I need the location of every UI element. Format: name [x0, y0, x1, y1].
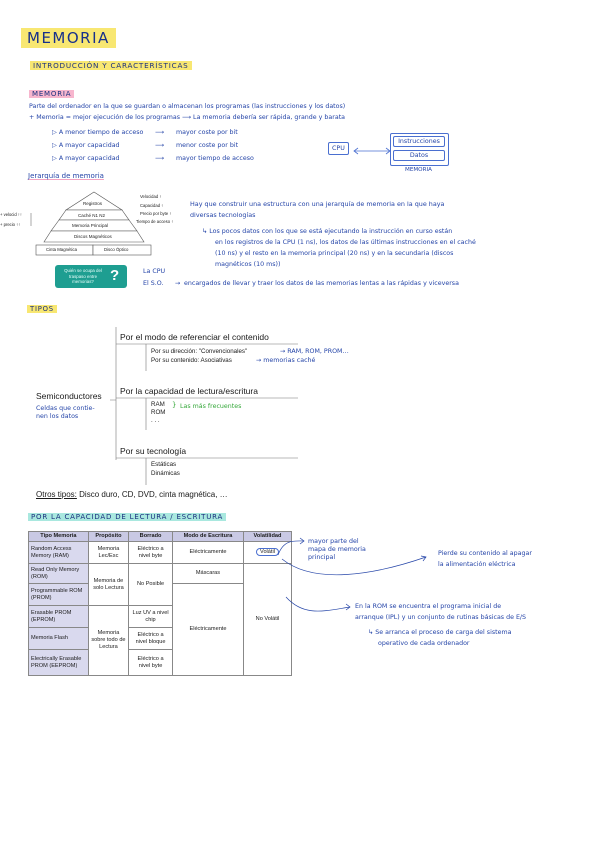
group2-item-ram: RAM	[151, 401, 165, 408]
jerarquia-subnote-2: en los registros de la CPU (1 ns), los datos de las últimas instrucciones en el caché	[215, 239, 476, 246]
header-modo: Modo de Escritura	[172, 532, 243, 542]
pyramid-left-label-velocidad: + velocid ↑↑	[0, 212, 22, 217]
tradeoff-1-arrow: ⟶	[155, 129, 165, 136]
ram-note-1: mayor parte del	[308, 538, 359, 545]
cpu-box: CPU	[328, 142, 349, 155]
group3-item-estaticas: Estáticas	[151, 461, 177, 468]
tradeoff-2-left: ▷ A mayor capacidad	[52, 142, 120, 149]
pyramid-right-label-velocidad: Velocidad ↑	[140, 194, 162, 199]
question-box	[55, 265, 127, 288]
jerarquia-note-2: diversas tecnologías	[190, 211, 256, 219]
modo-electricamente: Eléctricamente	[172, 584, 243, 676]
jerarquia-note-1: Hay que construir una estructura con una jerarquía de memoria en la que haya	[190, 200, 445, 208]
jerarquia-subnote-4: magnéticos (10 ms))	[215, 261, 281, 268]
header-proposito: Propósito	[88, 532, 128, 542]
group1-note-asociativas: → memorias caché	[256, 357, 316, 364]
group2-item-more: . . .	[151, 417, 160, 424]
section-intro-heading: INTRODUCCIÓN Y CARACTERÍSTICAS	[30, 61, 192, 70]
tipos-root-note-2: nen los datos	[36, 413, 79, 420]
group1-title: Por el modo de referenciar el contenido	[120, 332, 269, 342]
tipos-heading: TIPOS	[27, 305, 57, 313]
volatil-value: Volátil	[256, 548, 279, 556]
instrucciones-box: Instrucciones	[393, 136, 445, 147]
modo-mascaras: Máscaras	[172, 564, 243, 584]
group1-item-contenido: Por su contenido: Asociativas	[151, 357, 232, 364]
header-volatilidad: Volatilidad	[243, 532, 291, 542]
proposito-sobre-todo-lectura: Memoria sobre todo de Lectura	[88, 606, 128, 676]
pyramid-level-registros: Registros	[83, 201, 103, 206]
modo-ram: Eléctricamente	[172, 542, 243, 564]
tabla-heading: POR LA CAPACIDAD DE LECTURA / ESCRITURA	[28, 513, 226, 521]
pyramid-level-disco-optico: Disco Óptico	[104, 247, 129, 252]
volatilidad-no-volatil: No Volátil	[243, 564, 291, 676]
cpu-memory-arrow	[352, 140, 392, 162]
tradeoff-3-right: mayor tiempo de acceso	[176, 155, 254, 162]
tipo-eeprom: Electrically Erasable PROM (EEPROM)	[29, 650, 89, 676]
group2-note: Las más frecuentes	[180, 403, 242, 410]
header-tipo: Tipo Memoria	[29, 532, 89, 542]
pyramid-level-discos: Discos Magnéticos	[74, 234, 112, 239]
pyramid-level-memoria-principal: Memoria Principal	[72, 223, 109, 228]
so-arrow: →	[175, 280, 181, 287]
pyramid-level-cache: Caché N1 N2	[78, 213, 106, 218]
proposito-solo-lectura: Memoria de solo Lectura	[88, 564, 128, 606]
pyramid-right-label-capacidad: Capacidad ↑	[140, 203, 164, 208]
borrado-bloque: Eléctrico a nivel bloque	[129, 628, 173, 650]
table-header-row	[29, 532, 292, 542]
intro-line-1: Parte del ordenador en la que se guardan o almacenan los programas (las instrucciones y los datos)	[29, 103, 346, 110]
pyramid-right-label-precio: Precio por byte ↑	[140, 211, 172, 216]
proposito-lec-esc: Memoria Lec/Esc	[88, 542, 128, 564]
jerarquia-heading: Jerarquía de memoria	[28, 172, 104, 180]
header-borrado: Borrado	[129, 532, 173, 542]
pyramid-level-cinta: Cinta Magnética	[46, 247, 78, 252]
otros-tipos	[36, 490, 228, 499]
tradeoff-1-right: mayor coste por bit	[176, 129, 238, 136]
so-note: encargados de llevar y traer los datos de las memorias lentas a las rápidas y viceversa	[184, 280, 459, 287]
borrado-luz-uv: Luz UV a nivel chip	[129, 606, 173, 628]
question-mark-icon: ?	[110, 267, 120, 284]
rom-note-4: operativo de cada ordenador	[378, 640, 470, 647]
intro-line-2: + Memoria = mejor ejecución de los programas ⟶ La memoria debería ser rápida, grande y barata	[29, 114, 346, 121]
otros-tipos-value: Disco duro, CD, DVD, cinta magnética, …	[79, 490, 228, 499]
borrado-no-posible: No Posible	[129, 564, 173, 606]
page-title: MEMORIA	[21, 28, 116, 48]
jerarquia-subnote-1: ↳ Los pocos datos con los que se está ejecutando la instrucción en curso están	[202, 228, 453, 235]
group2-brace: }	[172, 401, 177, 409]
table-row	[29, 564, 292, 584]
question-text: Quién se ocupa del traspaso entre memorias?	[64, 268, 102, 285]
tipos-root: Semiconductores	[36, 391, 102, 401]
group2-title: Por la capacidad de lectura/escritura	[120, 386, 258, 396]
otros-tipos-label: Otros tipos:	[36, 490, 77, 499]
tipos-root-note-1: Celdas que contie-	[36, 405, 95, 412]
pyramid-right-label-tiempo: Tiempo de acceso ↑	[136, 219, 174, 224]
table-row	[29, 542, 292, 564]
group1-item-direccion: Por su dirección: "Convencionales"	[151, 348, 248, 355]
tipo-prom: Programmable ROM (PROM)	[29, 584, 89, 606]
memoria-label: MEMORIA	[29, 90, 74, 98]
rom-note-2: arranque (IPL) y un conjunto de rutinas básicas de E/S	[355, 614, 527, 621]
volatil-note-2: la alimentación eléctrica	[438, 561, 516, 568]
tradeoff-1-left: ▷ A menor tiempo de acceso	[52, 129, 144, 136]
memory-table	[28, 531, 292, 676]
volatil-note-1: Pierde su contenido al apagar	[438, 550, 532, 557]
group3-item-dinamicas: Dinámicas	[151, 470, 180, 477]
tipo-ram: Random Access Memory (RAM)	[29, 542, 89, 564]
group3-title: Por su tecnología	[120, 446, 187, 456]
tipo-rom: Read Only Memory (ROM)	[29, 564, 89, 584]
borrado-eeprom: Eléctrico a nivel byte	[129, 650, 173, 676]
answer-cpu: La CPU	[143, 268, 166, 275]
ram-note-3: principal	[308, 554, 336, 561]
pyramid-left-label-precio: + precio ↑↑	[0, 222, 21, 227]
borrado-ram: Eléctrico a nivel byte	[129, 542, 173, 564]
tradeoff-3-left: ▷ A mayor capacidad	[52, 155, 120, 162]
ram-note-2: mapa de memoria	[308, 546, 366, 553]
tradeoff-2-right: menor coste por bit	[176, 142, 239, 149]
answer-so: El S.O.	[143, 280, 164, 287]
tradeoff-3-arrow: ⟶	[155, 155, 165, 162]
rom-note-1: En la ROM se encuentra el programa inicial de	[355, 603, 502, 610]
group1-note-convencionales: → RAM, ROM, PROM…	[280, 348, 349, 355]
datos-box: Datos	[393, 150, 445, 161]
memoria-caption: MEMORIA	[405, 167, 432, 173]
jerarquia-subnote-3: (10 ns) y el resto en la memoria principal (20 ns) y en la secundaria (discos	[215, 250, 454, 257]
tipo-flash: Memoria Flash	[29, 628, 89, 650]
group2-item-rom: ROM	[151, 409, 166, 416]
tradeoff-2-arrow: ⟶	[155, 142, 165, 149]
rom-note-3: ↳ Se arranca el proceso de carga del sistema	[368, 629, 512, 636]
tipo-eprom: Erasable PROM (EPROM)	[29, 606, 89, 628]
